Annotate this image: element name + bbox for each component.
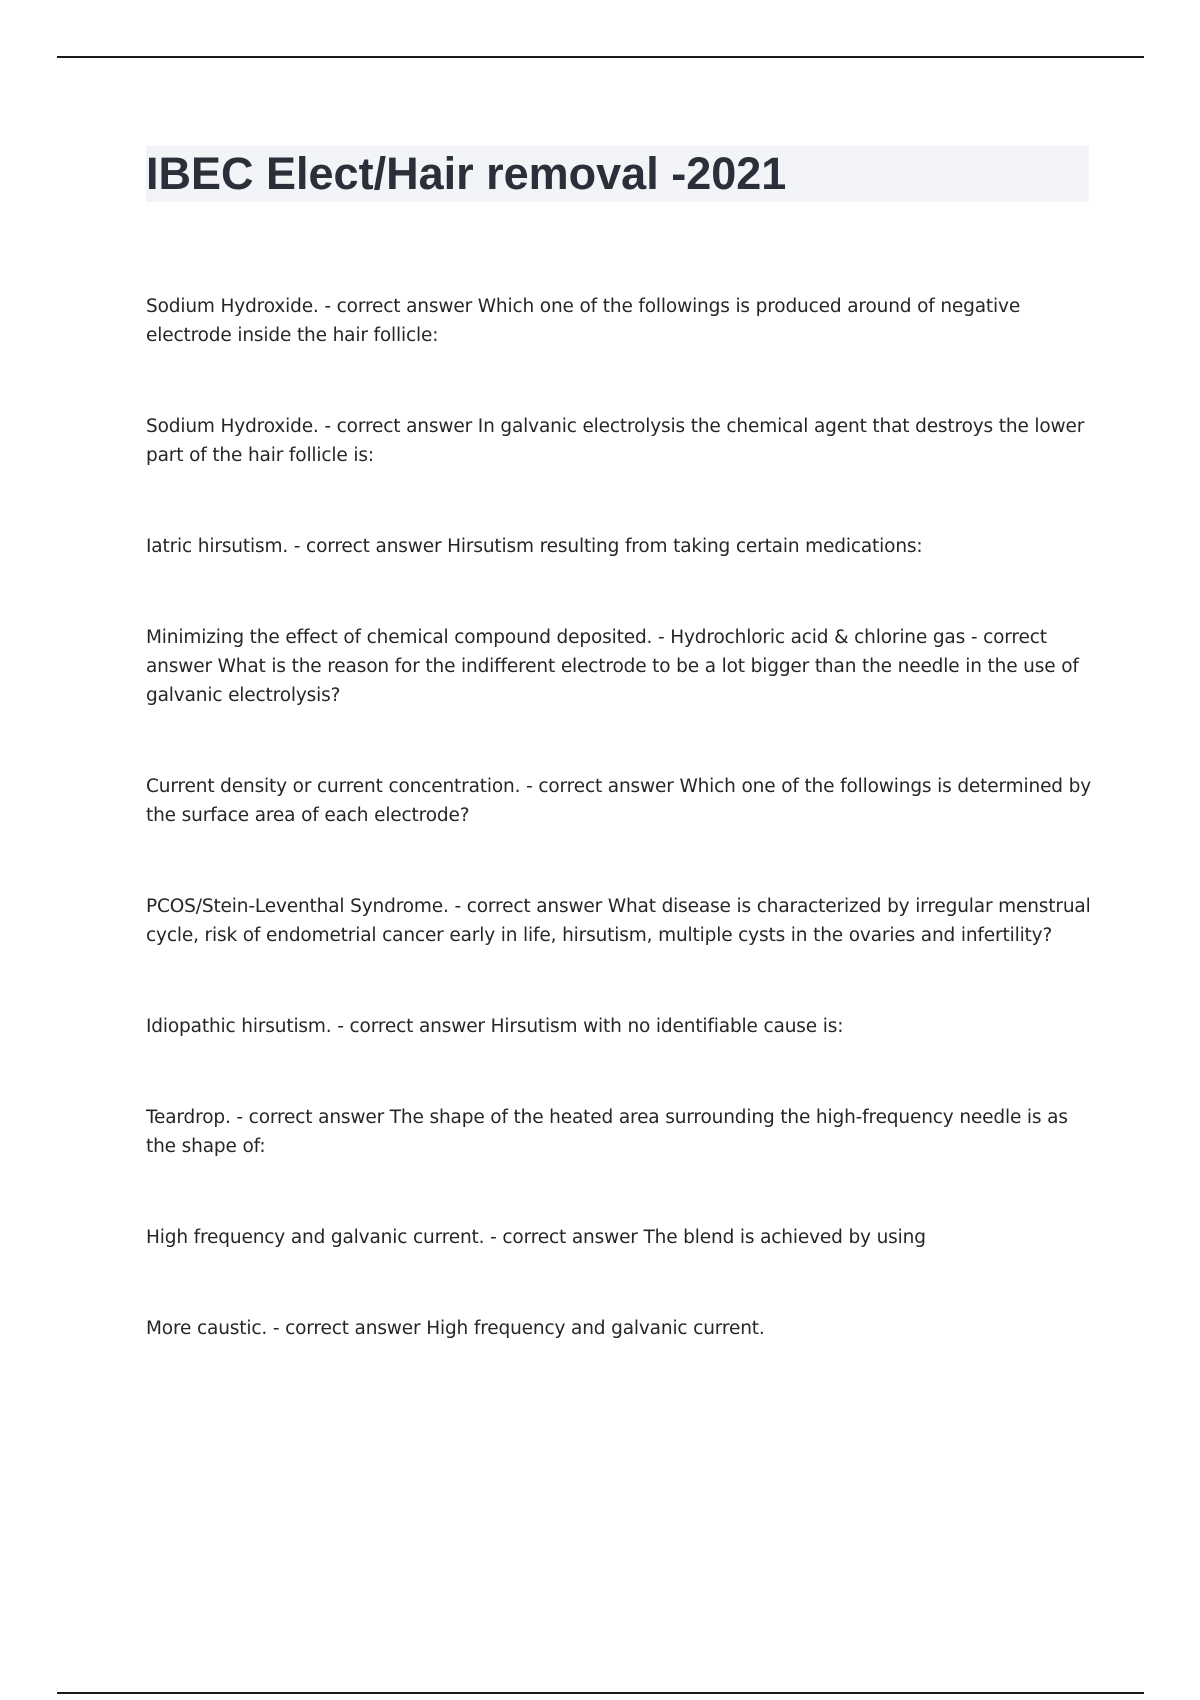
qa-item-5: Current density or current concentration. - correct answer Which one of the followings is determined by the surface area of each electrode? (146, 776, 1092, 826)
qa-list (146, 292, 1096, 1405)
qa-item-2: Sodium Hydroxide. - correct answer In galvanic electrolysis the chemical agent that destroys the lower part of the hair follicle is: (146, 416, 1085, 466)
qa-item-8: Teardrop. - correct answer The shape of the heated area surrounding the high-frequency needle is as the shape of: (146, 1107, 1068, 1157)
page-title: IBEC Elect/Hair removal -2021 (146, 148, 787, 199)
qa-item-3: Iatric hirsutism. - correct answer Hirsutism resulting from taking certain medications: (146, 536, 923, 557)
qa-item-4: Minimizing the effect of chemical compound deposited. - Hydrochloric acid & chlorine gas - correct answer What is the reason for the indifferent electrode to be a lot bigger than the needle in the use of galvanic electrolysis? (146, 627, 1079, 706)
qa-item-6: PCOS/Stein-Leventhal Syndrome. - correct answer What disease is characterized by irregular menstrual cycle, risk of endometrial cancer early in life, hirsutism, multiple cysts in the ovaries and infertility? (146, 896, 1091, 946)
qa-item-1: Sodium Hydroxide. - correct answer Which one of the followings is produced around of negative electrode inside the hair follicle: (146, 296, 1021, 346)
qa-item-7: Idiopathic hirsutism. - correct answer Hirsutism with no identifiable cause is: (146, 1016, 844, 1037)
bottom-divider (57, 1692, 1144, 1694)
qa-item-10: More caustic. - correct answer High frequency and galvanic current. (146, 1318, 765, 1339)
top-divider (57, 56, 1144, 58)
qa-item-9: High frequency and galvanic current. - correct answer The blend is achieved by using (146, 1227, 926, 1248)
